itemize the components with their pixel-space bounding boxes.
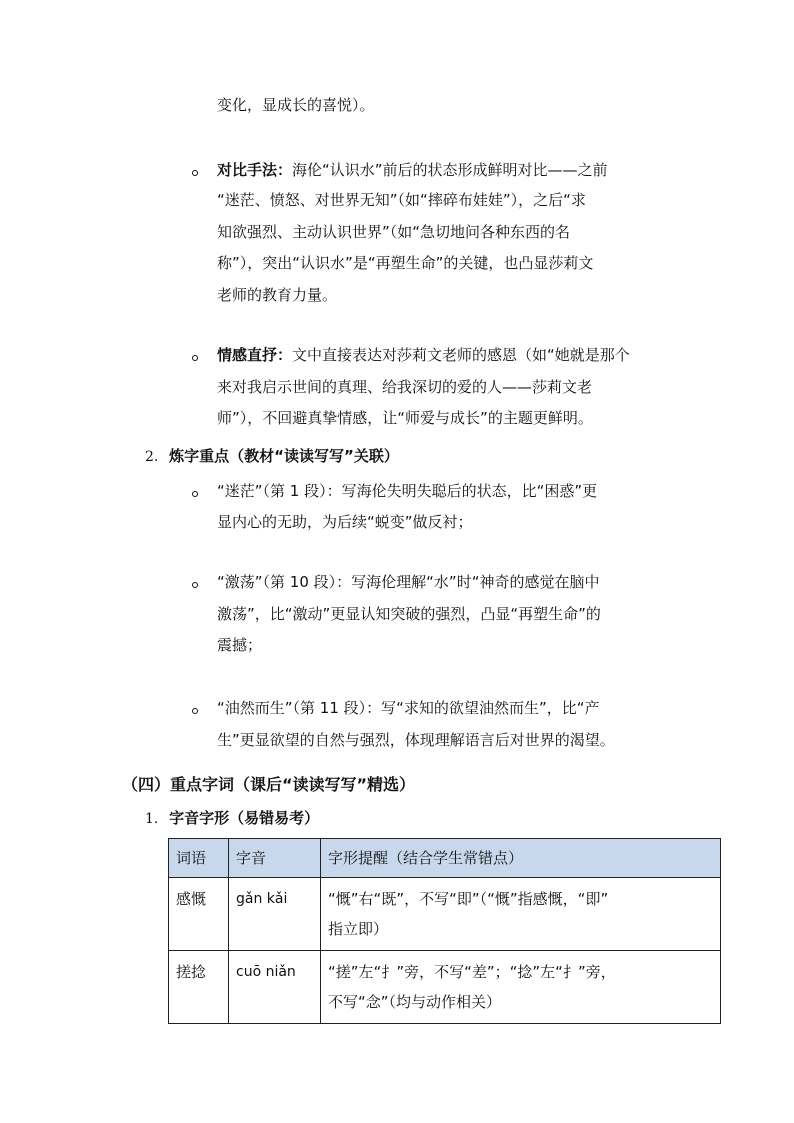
column-header-pinyin: 字音 <box>229 839 321 878</box>
hollow-bullet-icon <box>192 170 198 176</box>
technique-emotion-line-1: 情感直抒：文中直接表达对莎莉文老师的感恩（如“她就是那个 <box>217 346 630 364</box>
word-choice-line: 激荡”，比“激动”更显认知突破的强烈，凸显“再塑生命”的 <box>217 605 601 623</box>
pinyin-cell: cuō niǎn <box>229 951 321 1024</box>
note-line: 指立即） <box>328 920 389 938</box>
technique-contrast-line-3: 知欲强烈、主动认识世界”（如“急切地问各种东西的名 <box>217 223 571 241</box>
note-cell <box>321 951 721 1024</box>
technique-emotion-line-3: 师”），不回避真挚情感，让“师爱与成长”的主题更鲜明。 <box>217 409 593 427</box>
table-row <box>169 878 721 951</box>
technique-contrast-line-5: 老师的教育力量。 <box>217 286 338 304</box>
subsection-1-number: 1. <box>145 811 159 827</box>
technique-emotion-title: 情感直抒： <box>217 346 293 364</box>
note-cell <box>321 878 721 951</box>
technique-contrast-line-2: “迷茫、愤怒、对世界无知”（如“摔碎布娃娃”），之后“求 <box>217 191 586 209</box>
table-header-row <box>169 839 721 878</box>
technique-contrast-line-1: 对比手法：海伦“认识水”前后的状态形成鲜明对比——之前 <box>217 161 608 179</box>
subsection-1-heading <box>145 808 319 829</box>
section-2-title: 炼字重点（教材“读读写写”关联） <box>169 447 399 465</box>
word-choice-line: “激荡”（第 10 段）：写海伦理解“水”时“神奇的感觉在脑中 <box>217 573 600 591</box>
technique-emotion-line-2: 来对我启示世间的真理、给我深切的爱的人——莎莉文老 <box>217 378 593 396</box>
note-line: “慨”右“既”，不写“即”（“慨”指感慨，“即” <box>328 890 609 908</box>
note-line: 不写“念”（均与动作相关） <box>328 993 502 1011</box>
subsection-1-title: 字音字形（易错易考） <box>169 809 320 827</box>
hollow-bullet-icon <box>192 355 198 361</box>
table-row <box>169 951 721 1024</box>
column-header-word: 词语 <box>169 839 229 878</box>
column-header-note: 字形提醒（结合学生常错点） <box>321 839 721 878</box>
technique-contrast-line-4: 称”），突出“认识水”是“再塑生命”的关键，也凸显莎莉文 <box>217 254 594 272</box>
note-line: “搓”左“扌”旁，不写“差”；“捻”左“扌”旁， <box>328 963 616 981</box>
word-cell: 搓捻 <box>169 951 229 1024</box>
section-4-heading: （四）重点字词（课后“读读写写”精选） <box>122 775 416 794</box>
word-choice-line: “油然而生”（第 11 段）：写“求知的欲望油然而生”，比“产 <box>217 699 600 717</box>
pinyin-cell: gǎn kǎi <box>229 878 321 951</box>
word-choice-line: 生”更显欲望的自然与强烈，体现理解语言后对世界的渴望。 <box>217 731 615 749</box>
word-choice-line: 显内心的无助，为后续“蜕变”做反衬； <box>217 513 473 531</box>
word-cell: 感慨 <box>169 878 229 951</box>
technique-contrast-title: 对比手法： <box>217 161 293 179</box>
hollow-bullet-icon <box>192 708 198 714</box>
word-choice-line: “迷茫”（第 1 段）：写海伦失明失聪后的状态，比“困惑”更 <box>217 482 598 500</box>
word-choice-line: 震撼； <box>217 636 263 654</box>
hollow-bullet-icon <box>192 582 198 588</box>
section-2-number: 2. <box>145 449 159 465</box>
section-2-heading <box>145 446 399 467</box>
vocab-table <box>168 838 721 1024</box>
continuation-line: 变化，显成长的喜悦）。 <box>217 96 375 114</box>
hollow-bullet-icon <box>192 491 198 497</box>
